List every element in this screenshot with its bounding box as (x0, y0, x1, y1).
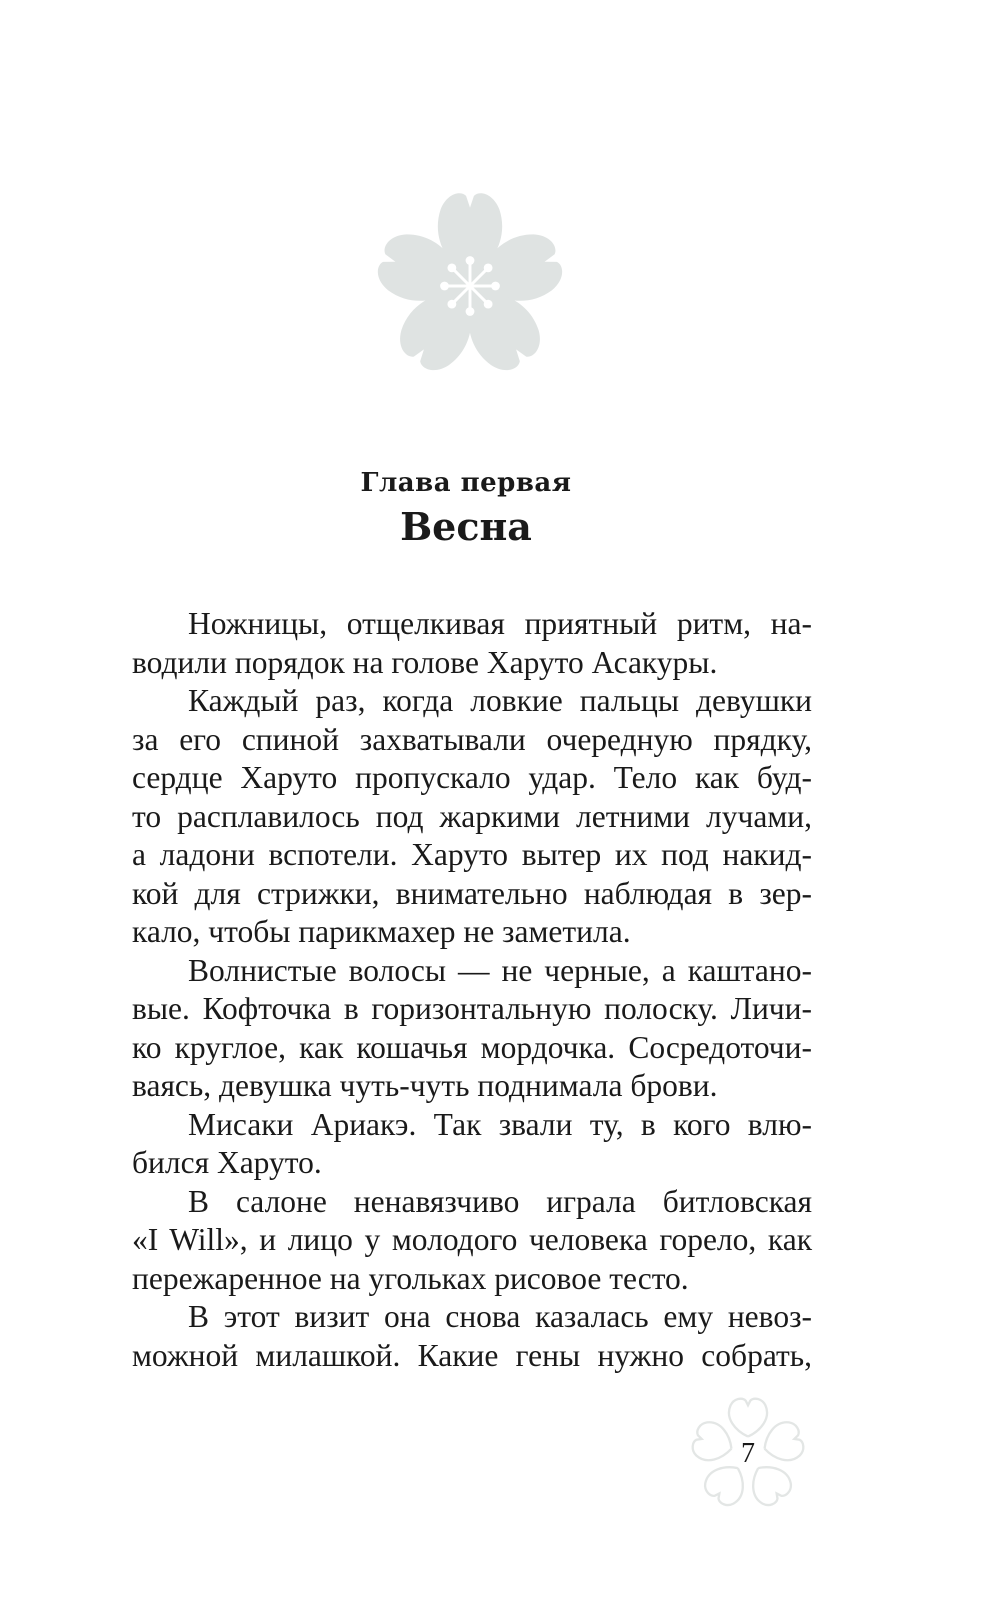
body-line: вые. Кофточка в горизонтальную полоску. Личи- (132, 991, 812, 1026)
body-line: можной милашкой. Какие гены нужно собрать, (132, 1337, 812, 1373)
page-number: 7 (741, 1438, 755, 1469)
body-line: а ладони вспотели. Харуто вытер их под накид- (132, 837, 812, 872)
body-line: Волнистые волосы — не черные, а каштано- (188, 952, 812, 988)
body-line: бился Харуто. (132, 1145, 322, 1180)
body-line: ко круглое, как кошачья мордочка. Сосредоточи- (132, 1029, 812, 1065)
chapter-title: Весна (400, 504, 532, 549)
chapter-label: Глава первая (360, 468, 572, 498)
body-line: «I Will», и лицо у молодого человека горело, как (132, 1222, 812, 1257)
body-line: Каждый раз, когда ловкие пальцы девушки (188, 683, 812, 718)
body-line: Ножницы, отщелкивая приятный ритм, на- (188, 606, 812, 641)
body-line: В салоне ненавязчиво играла битловская (188, 1183, 812, 1219)
body-line: В этот визит она снова казалась ему невоз- (188, 1299, 812, 1334)
body-line: кало, чтобы парикмахер не заметила. (132, 914, 631, 949)
sakura-blossom-icon (372, 188, 568, 384)
body-text (132, 605, 812, 1375)
body-line: за его спиной захватывали очередную прядку, (132, 721, 812, 757)
body-line: водили порядок на голове Харуто Асакуры. (132, 644, 718, 680)
body-line: сердце Харуто пропускало удар. Тело как буд- (132, 760, 812, 795)
body-line: то расплавилось под жаркими летними лучами, (132, 798, 812, 834)
body-line: пережаренное на угольках рисовое тесто. (132, 1260, 689, 1296)
page-folio (690, 1396, 806, 1512)
body-line: кой для стрижки, внимательно наблюдая в зер- (132, 875, 812, 911)
body-line: ваясь, девушка чуть-чуть поднимала брови. (132, 1068, 718, 1103)
body-line: Мисаки Ариакэ. Так звали ту, в кого влю- (188, 1106, 812, 1142)
